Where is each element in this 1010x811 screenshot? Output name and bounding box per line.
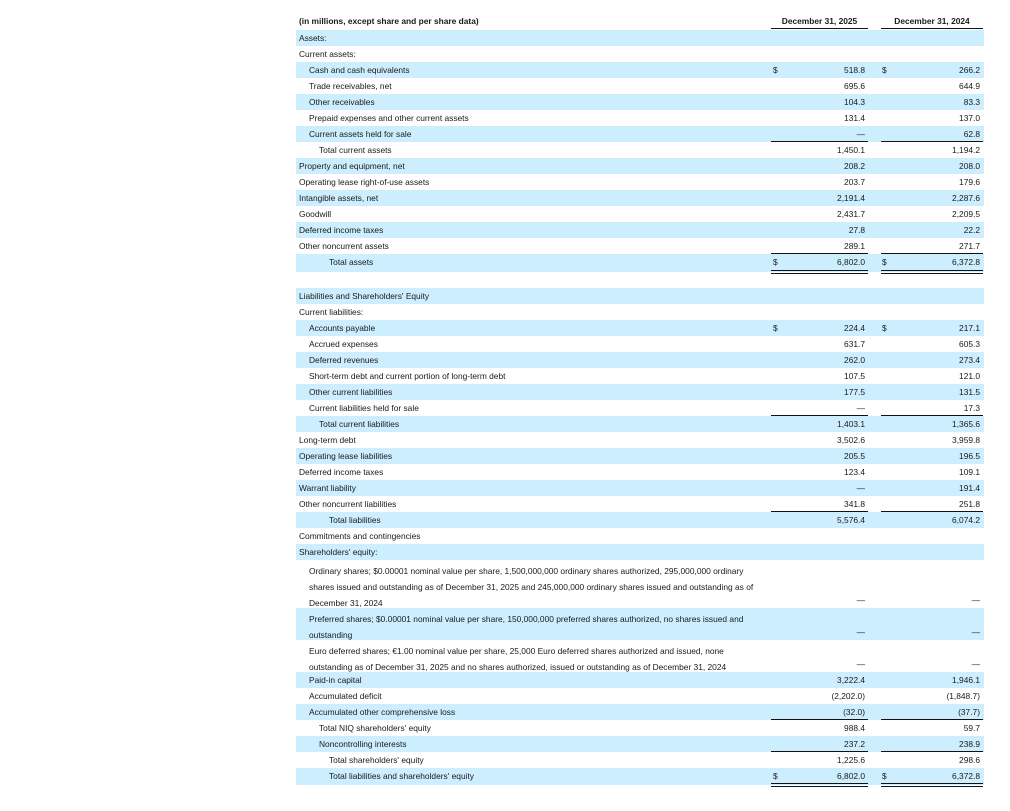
section-heading-assets xyxy=(296,30,984,46)
subheading-shareholders-equity xyxy=(296,544,984,560)
table-row xyxy=(296,78,984,94)
value-2025: 208.2 xyxy=(844,161,865,171)
ordinary-shares-row xyxy=(296,560,984,608)
value-2024: 2,287.6 xyxy=(952,193,980,203)
value-2024: 59.7 xyxy=(963,723,980,733)
value-2025: 1,225.6 xyxy=(837,755,865,765)
value-2025: 107.5 xyxy=(844,371,865,381)
table-row xyxy=(296,320,984,336)
row-label: Other current liabilities xyxy=(309,387,393,397)
row-label: Total assets xyxy=(329,257,374,267)
row-label: Ordinary shares; $0.00001 nominal value per share, 1,500,000,000 ordinary shares authorized, 295,000,000 ordinary shares issued and outstanding as of December 31, 2025 and 245,000,000 ordinary shares issued and outstanding as of December 31, 2024 xyxy=(309,566,754,608)
row-label: Deferred income taxes xyxy=(299,225,384,235)
table-row xyxy=(296,736,984,752)
value-2024: 109.1 xyxy=(959,467,980,477)
row-label: Total shareholders' equity xyxy=(329,755,424,765)
subtotal-row xyxy=(296,416,984,432)
value-2025: 5,576.4 xyxy=(837,515,865,525)
value-2025: 3,502.6 xyxy=(837,435,865,445)
column-header-underline xyxy=(881,28,983,29)
value-2024: 273.4 xyxy=(959,355,980,365)
value-2025: 289.1 xyxy=(844,241,865,251)
row-label: Accounts payable xyxy=(309,323,376,333)
subheading-current-liabilities xyxy=(296,304,984,320)
total-row xyxy=(296,512,984,528)
subtotal-row xyxy=(296,720,984,736)
value-2025: (2,202.0) xyxy=(831,691,865,701)
value-2024: 298.6 xyxy=(959,755,980,765)
table-row xyxy=(296,206,984,222)
table-row xyxy=(296,158,984,174)
table-row xyxy=(296,62,984,78)
subtotal-row xyxy=(296,142,984,158)
value-2025: — xyxy=(856,627,865,637)
value-2024: 2,209.5 xyxy=(952,209,980,219)
table-row xyxy=(296,110,984,126)
row-label: Total current liabilities xyxy=(319,419,400,429)
value-2025: 631.7 xyxy=(844,339,865,349)
table-row xyxy=(296,704,984,720)
row-label: Total current assets xyxy=(319,145,392,155)
value-2024: — xyxy=(971,595,980,605)
value-2025: 262.0 xyxy=(844,355,865,365)
currency-symbol: $ xyxy=(773,771,778,781)
column-header-2025: December 31, 2025 xyxy=(781,16,858,26)
row-label: Liabilities and Shareholders' Equity xyxy=(299,291,430,301)
value-2025: — xyxy=(856,595,865,605)
table-row xyxy=(296,448,984,464)
row-label: Cash and cash equivalents xyxy=(309,65,410,75)
value-2024: 217.1 xyxy=(959,323,980,333)
currency-symbol: $ xyxy=(773,65,778,75)
column-header-2024: December 31, 2024 xyxy=(894,16,970,26)
table-row xyxy=(296,190,984,206)
table-row xyxy=(296,400,984,416)
column-header-underline xyxy=(771,28,868,29)
row-label: Commitments and contingencies xyxy=(299,531,421,541)
value-2024: 62.8 xyxy=(963,129,980,139)
value-2025: 205.5 xyxy=(844,451,865,461)
table-row xyxy=(296,126,984,142)
row-label: Other receivables xyxy=(309,97,375,107)
table-row xyxy=(296,464,984,480)
value-2025: 518.8 xyxy=(844,65,865,75)
currency-symbol: $ xyxy=(773,257,778,267)
value-2025: (32.0) xyxy=(843,707,865,717)
value-2025: — xyxy=(856,129,865,139)
row-label: Accumulated deficit xyxy=(309,691,382,701)
row-label: Short-term debt and current portion of long-term debt xyxy=(309,371,506,381)
row-label: Current liabilities held for sale xyxy=(309,403,419,413)
currency-symbol: $ xyxy=(882,65,887,75)
row-label: Warrant liability xyxy=(299,483,356,493)
value-2025: 237.2 xyxy=(844,739,865,749)
value-2024: 6,372.8 xyxy=(952,771,980,781)
table-row xyxy=(296,238,984,254)
value-2025: 177.5 xyxy=(844,387,865,397)
table-row xyxy=(296,432,984,448)
table-row xyxy=(296,174,984,190)
value-2025: 224.4 xyxy=(844,323,865,333)
value-2025: 203.7 xyxy=(844,177,865,187)
row-label: Long-term debt xyxy=(299,435,356,445)
row-label: Total liabilities xyxy=(329,515,381,525)
table-row xyxy=(296,368,984,384)
grand-total-row xyxy=(296,768,984,785)
table-row xyxy=(296,352,984,368)
value-2024: 1,194.2 xyxy=(952,145,980,155)
row-label: Current assets held for sale xyxy=(309,129,412,139)
row-label: Deferred revenues xyxy=(309,355,379,365)
row-label: Shareholders' equity: xyxy=(299,547,378,557)
currency-symbol: $ xyxy=(882,771,887,781)
row-label: Property and equipment, net xyxy=(299,161,405,171)
table-row xyxy=(296,336,984,352)
value-2025: 27.8 xyxy=(848,225,865,235)
total-row xyxy=(296,254,984,272)
row-label: Other noncurrent liabilities xyxy=(299,499,397,509)
row-label: Paid-in capital xyxy=(309,675,362,685)
row-label: Assets: xyxy=(299,33,327,43)
value-2024: 137.0 xyxy=(959,113,980,123)
value-2025: 695.6 xyxy=(844,81,865,91)
value-2024: 83.3 xyxy=(963,97,980,107)
value-2024: 238.9 xyxy=(959,739,980,749)
value-2025: 104.3 xyxy=(844,97,865,107)
value-2024: 131.5 xyxy=(959,387,980,397)
row-label: Euro deferred shares; €1.00 nominal value per share, 25,000 Euro deferred shares authorized and issued, none outstanding as of December 31, 2025 and no shares authorized, issued or outstanding as of December 31, 2024 xyxy=(309,646,727,672)
units-caption: (in millions, except share and per share data) xyxy=(299,16,479,26)
value-2024: 179.6 xyxy=(959,177,980,187)
value-2025: 131.4 xyxy=(844,113,865,123)
table-row xyxy=(296,496,984,512)
row-label: Goodwill xyxy=(299,209,332,219)
table-row xyxy=(296,672,984,688)
value-2024: (37.7) xyxy=(958,707,980,717)
value-2025: — xyxy=(856,483,865,493)
subheading-current-assets xyxy=(296,46,984,62)
value-2025: 6,802.0 xyxy=(837,257,865,267)
balance-sheet-table xyxy=(296,12,984,785)
value-2024: 644.9 xyxy=(959,81,980,91)
row-label: Noncontrolling interests xyxy=(319,739,407,749)
row-label: Operating lease liabilities xyxy=(299,451,393,461)
value-2024: 208.0 xyxy=(959,161,980,171)
value-2024: 22.2 xyxy=(963,225,980,235)
value-2025: — xyxy=(856,403,865,413)
subtotal-row xyxy=(296,752,984,768)
row-label: Operating lease right-of-use assets xyxy=(299,177,430,187)
currency-symbol: $ xyxy=(882,257,887,267)
value-2025: 3,222.4 xyxy=(837,675,865,685)
row-label: Total liabilities and shareholders' equity xyxy=(329,771,474,781)
value-2024: 1,946.1 xyxy=(952,675,980,685)
row-label: Current assets: xyxy=(299,49,356,59)
row-label: Prepaid expenses and other current assets xyxy=(309,113,469,123)
value-2024: — xyxy=(971,627,980,637)
value-2024: — xyxy=(971,659,980,669)
table-row xyxy=(296,94,984,110)
value-2025: — xyxy=(856,659,865,669)
table-row xyxy=(296,688,984,704)
row-label: Trade receivables, net xyxy=(309,81,392,91)
value-2024: 121.0 xyxy=(959,371,980,381)
value-2024: 6,074.2 xyxy=(952,515,980,525)
value-2024: 191.4 xyxy=(959,483,980,493)
euro-deferred-shares-row xyxy=(296,640,984,672)
value-2024: 3,959.8 xyxy=(952,435,980,445)
value-2025: 1,403.1 xyxy=(837,419,865,429)
value-2025: 2,431.7 xyxy=(837,209,865,219)
section-spacer xyxy=(296,272,984,288)
value-2024: 251.8 xyxy=(959,499,980,509)
row-label: Other noncurrent assets xyxy=(299,241,389,251)
row-label: Total NIQ shareholders' equity xyxy=(319,723,431,733)
row-label: Current liabilities: xyxy=(299,307,364,317)
table-header xyxy=(296,12,984,30)
row-label: Deferred income taxes xyxy=(299,467,384,477)
value-2025: 988.4 xyxy=(844,723,865,733)
table-row xyxy=(296,384,984,400)
value-2025: 2,191.4 xyxy=(837,193,865,203)
value-2024: 196.5 xyxy=(959,451,980,461)
value-2024: 266.2 xyxy=(959,65,980,75)
row-label: Accumulated other comprehensive loss xyxy=(309,707,456,717)
value-2025: 123.4 xyxy=(844,467,865,477)
value-2024: (1,848.7) xyxy=(946,691,980,701)
value-2024: 271.7 xyxy=(959,241,980,251)
section-heading-liabilities xyxy=(296,288,984,304)
value-2025: 1,450.1 xyxy=(837,145,865,155)
row-label: Preferred shares; $0.00001 nominal value per share, 150,000,000 preferred shares authorized, no shares issued and outstanding xyxy=(309,614,744,640)
table-row xyxy=(296,480,984,496)
table-row xyxy=(296,222,984,238)
value-2024: 1,365.6 xyxy=(952,419,980,429)
currency-symbol: $ xyxy=(773,323,778,333)
value-2024: 605.3 xyxy=(959,339,980,349)
preferred-shares-row xyxy=(296,608,984,640)
value-2025: 6,802.0 xyxy=(837,771,865,781)
row-label: Accrued expenses xyxy=(309,339,378,349)
value-2024: 6,372.8 xyxy=(952,257,980,267)
table-row xyxy=(296,528,984,544)
value-2025: 341.8 xyxy=(844,499,865,509)
row-label: Intangible assets, net xyxy=(299,193,379,203)
currency-symbol: $ xyxy=(882,323,887,333)
value-2024: 17.3 xyxy=(963,403,980,413)
